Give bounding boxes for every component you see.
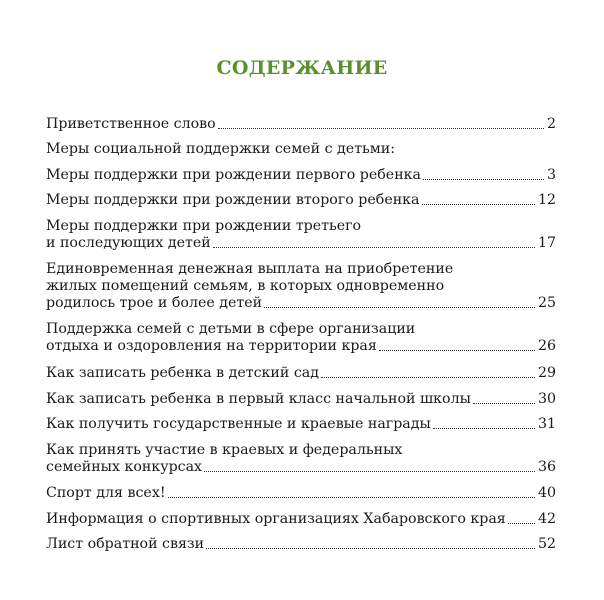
toc-entry-greeting [46, 116, 556, 133]
dot-leader [422, 203, 535, 205]
toc-entry-sport-organizations [46, 511, 556, 528]
toc-entry-first-grade [46, 391, 556, 408]
toc-entry-label: Единовременная денежная выплата на приобретение [46, 261, 454, 277]
toc-page-number: 52 [537, 536, 556, 552]
toc-entry-housing-payment [46, 261, 556, 312]
toc-entry-label: и последующих детей [46, 235, 211, 251]
toc-page-number: 30 [537, 391, 556, 407]
toc-entry-contests [46, 442, 556, 476]
toc-entry-label: Меры поддержки при рождении третьего [46, 218, 362, 234]
toc-entry-label: Меры социальной поддержки семей с детьми: [46, 141, 396, 157]
dot-leader [168, 496, 535, 498]
dot-leader [204, 470, 535, 472]
toc-entry-sport [46, 485, 556, 502]
toc-entry-second-child [46, 192, 556, 209]
toc-entry-label: родилось трое и более детей [46, 295, 263, 311]
toc-title: СОДЕРЖАНИЕ [216, 57, 388, 79]
dot-leader [213, 246, 535, 248]
toc-entry-feedback [46, 536, 556, 553]
toc-page-number: 12 [537, 192, 556, 208]
toc-entry-label: отдыха и оздоровления на территории края [46, 338, 377, 354]
toc-entry-label: Меры поддержки при рождении второго ребенка [46, 192, 420, 208]
dot-leader [379, 349, 535, 351]
toc-entry-label: Спорт для всех! [46, 485, 166, 501]
toc-entry-label: Как записать ребенка в детский сад [46, 365, 319, 381]
toc-page-number: 31 [537, 416, 556, 432]
toc-page-number: 17 [537, 235, 556, 251]
dot-leader [264, 306, 535, 308]
dot-leader [206, 547, 535, 549]
dot-leader [508, 522, 535, 524]
toc-entry-label: Как получить государственные и краевые награды [46, 416, 431, 432]
toc-page-number: 26 [537, 338, 556, 354]
toc-section-heading [46, 141, 556, 158]
toc-page-number: 40 [537, 485, 556, 501]
dot-leader [473, 402, 535, 404]
toc-page-number: 36 [537, 459, 556, 475]
toc-entry-label: Информация о спортивных организациях Хабаровского края [46, 511, 506, 527]
toc-entry-awards [46, 416, 556, 433]
dot-leader [321, 376, 535, 378]
dot-leader [433, 427, 535, 429]
dot-leader [423, 178, 544, 180]
toc-page-number: 29 [537, 365, 556, 381]
toc-page-number: 3 [546, 167, 556, 183]
dot-leader [218, 127, 544, 129]
toc-page-number: 42 [537, 511, 556, 527]
toc-entry-label: Меры поддержки при рождении первого ребенка [46, 167, 421, 183]
toc-entry-label: Как записать ребенка в первый класс начальной школы [46, 391, 471, 407]
toc-entry-recreation [46, 321, 556, 355]
toc-entry-third-child [46, 218, 556, 252]
toc-page-number: 2 [546, 116, 556, 132]
toc-entry-label: Лист обратной связи [46, 536, 205, 552]
toc-page-number: 25 [537, 295, 556, 311]
toc-entry-label: Поддержка семей с детьми в сфере организации [46, 321, 416, 337]
toc-entry-label: семейных конкурсах [46, 459, 203, 475]
toc-entry-first-child [46, 167, 556, 184]
toc-entry-label: Как принять участие в краевых и федеральных [46, 442, 403, 458]
toc-entry-kindergarten [46, 365, 556, 382]
toc-entry-label: Приветственное слово [46, 116, 216, 132]
toc-entry-label: жилых помещений семьям, в которых одновременно [46, 278, 445, 294]
